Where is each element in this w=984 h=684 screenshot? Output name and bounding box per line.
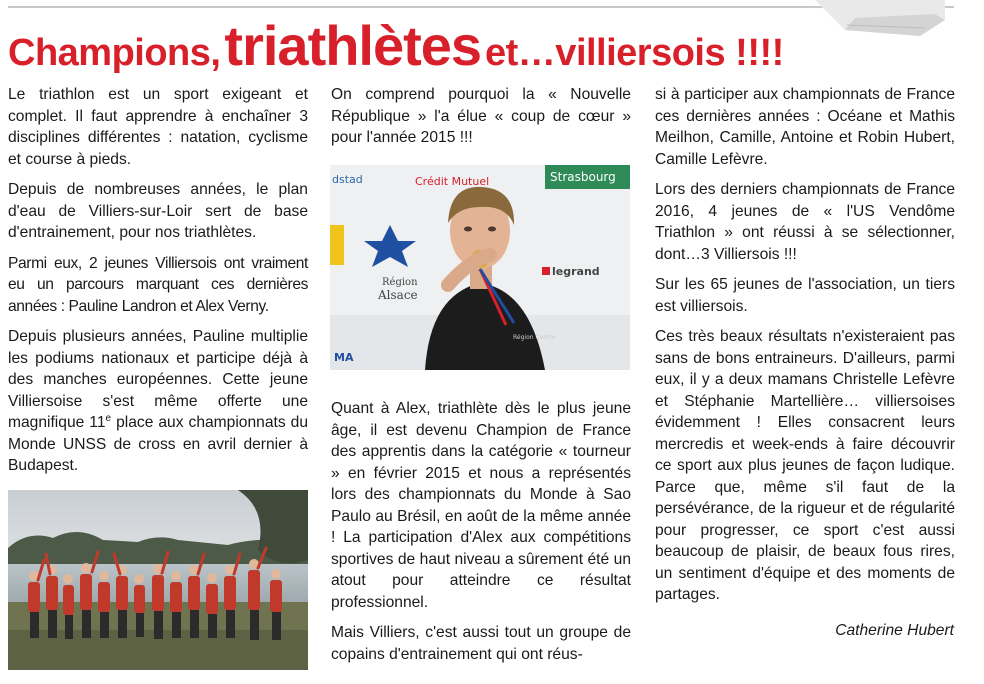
alex-photo [330, 165, 630, 370]
sponsor-text-4: Région [382, 277, 418, 288]
col2-paragraph-1: On comprend pourquoi la « Nouvelle République » l'a élue « coup de cœur » pour l'année 2015 !!! [331, 86, 631, 146]
col2-paragraph-3: Mais Villiers, c'est aussi tout un groupe de copains d'entrainement qui ont réus- [331, 624, 631, 663]
alex-photo-image [330, 165, 630, 370]
col1-p4-ordinal: e [105, 412, 112, 424]
sponsor-text-6: legrand [552, 265, 600, 278]
column-3 [655, 84, 955, 615]
col1-paragraph-2: Depuis de nombreuses années, le plan d'eau de Villiers-sur-Loir sert de base d'entrainement, pour nos triathlètes. [8, 181, 308, 241]
corner-graphic [815, 0, 945, 36]
sponsor-text-3: Strasbourg [550, 170, 616, 184]
headline-part2: triathlètes [224, 14, 482, 77]
headline-part1: Champions, [8, 32, 221, 74]
jersey-text: Région Centre [513, 334, 556, 341]
col3-paragraph-1: si à participer aux championnats de France ces dernières années : Océane et Mathis Meilhon, Camille, Antoine et Robin Hubert, Camille Lefèvre. [655, 86, 955, 168]
col3-paragraph-3: Sur les 65 jeunes de l'association, un tiers est villiersois. [655, 276, 955, 315]
col1-p4-after: place aux championnats du Monde UNSS de cross en avril dernier à Budapest. [8, 414, 308, 474]
col1-p4-before: Depuis plusieurs années, Pauline multiplie les podiums nationaux et participe déjà à des manches européennes. Cette jeune Villiersoise s'est même offerte une magnifique 11 [8, 328, 308, 431]
column-2-lower [331, 398, 631, 674]
column-1 [8, 84, 308, 486]
sponsor-text-5: Alsace [378, 288, 418, 302]
sponsor-text-8: MA [334, 351, 354, 364]
col1-paragraph-4 [8, 326, 308, 477]
col1-paragraph-3: Parmi eux, 2 jeunes Villiersois ont vraiment eu un parcours marquant ces dernières années : Pauline Landron et Alex Verny. [8, 254, 308, 315]
headline-part3: et…villiersois !!!! [485, 32, 784, 74]
group-photo-image [8, 490, 308, 670]
headline [8, 14, 784, 77]
author-signature: Catherine Hubert [835, 622, 954, 639]
column-2 [331, 84, 631, 158]
col2-paragraph-2: Quant à Alex, triathlète dès le plus jeune âge, il est devenu Champion de France des apprentis dans la catégorie « tourneur » en février 2015 et nous a représentés lors des championnats du Monde à Sao Paulo au Brésil, en août de la même année ! La participation d'Alex aux compétitions sportives de haut niveau a sûrement été un atout pour atteindre ce résultat professionnel. [331, 400, 631, 611]
sponsor-text-1: dstad [332, 173, 363, 186]
col3-paragraph-4: Ces très beaux résultats n'existeraient pas sans de bons entraineurs. D'ailleurs, parmi eux, il y a deux mamans Christelle Lefèvre et Stéphanie Martellière… villiersoises évidemment ! Elles consacrent leurs mercredis et week-ends à faire découvrir ce sport aux plus jeunes de façon ludique. Parce que, même s'il faut de la persévérance, de la rigueur et de régularité pour progresser, ce sport c'est aussi beaucoup de plaisir, de beaux fous rires, un sentiment d'équipe et des moments de partages. [655, 328, 955, 603]
top-rule [8, 6, 954, 8]
group-photo [8, 490, 308, 670]
sponsor-text-2: Crédit Mutuel [415, 175, 490, 188]
col1-paragraph-1: Le triathlon est un sport exigeant et complet. Il faut apprendre à enchaîner 3 disciplines différentes : natation, cyclisme et course à pieds. [8, 86, 308, 168]
col3-paragraph-2: Lors des derniers championnats de France 2016, 4 jeunes de « l'US Vendôme Triathlon » ont réussi à se sélectionner, dont…3 Villiersois !!! [655, 181, 955, 263]
